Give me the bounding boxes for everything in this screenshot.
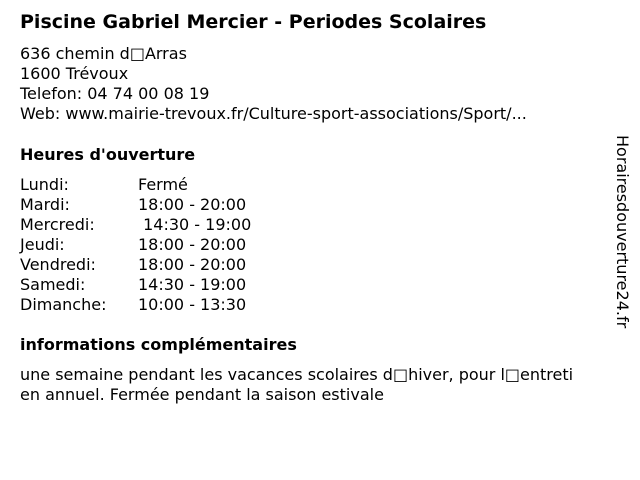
- info-text: [20, 365, 620, 405]
- address-block: [20, 44, 527, 124]
- hours-time: 10:00 - 13:30: [138, 295, 247, 314]
- hours-day: Dimanche:: [20, 295, 107, 314]
- hours-day: Lundi:: [20, 175, 69, 194]
- address-street: 636 chemin d□Arras: [20, 44, 187, 63]
- page-title: Piscine Gabriel Mercier - Periodes Scolaires: [20, 11, 487, 33]
- hours-day: Vendredi:: [20, 255, 96, 274]
- hours-day: Mardi:: [20, 195, 70, 214]
- hours-heading: Heures d'ouverture: [20, 145, 196, 164]
- phone-number: Telefon: 04 74 00 08 19: [20, 84, 210, 103]
- hours-day: Jeudi:: [20, 235, 65, 254]
- hours-time: 18:00 - 20:00: [138, 195, 247, 214]
- hours-time: Fermé: [138, 175, 188, 194]
- hours-time: 18:00 - 20:00: [138, 235, 247, 254]
- hours-day: Mercredi:: [20, 215, 95, 234]
- website-link[interactable]: Web: www.mairie-trevoux.fr/Culture-sport-associations/Sport/...: [20, 104, 527, 123]
- info-line: en annuel. Fermée pendant la saison estivale: [20, 385, 384, 404]
- hours-time: 14:30 - 19:00: [138, 215, 252, 234]
- info-line: une semaine pendant les vacances scolaires d□hiver, pour l□entreti: [20, 365, 574, 384]
- hours-day: Samedi:: [20, 275, 86, 294]
- info-heading: informations complémentaires: [20, 335, 297, 354]
- site-watermark: Horairesdouverture24.fr: [613, 135, 632, 329]
- address-city: 1600 Trévoux: [20, 64, 129, 83]
- hours-time: 14:30 - 19:00: [138, 275, 247, 294]
- hours-time: 18:00 - 20:00: [138, 255, 247, 274]
